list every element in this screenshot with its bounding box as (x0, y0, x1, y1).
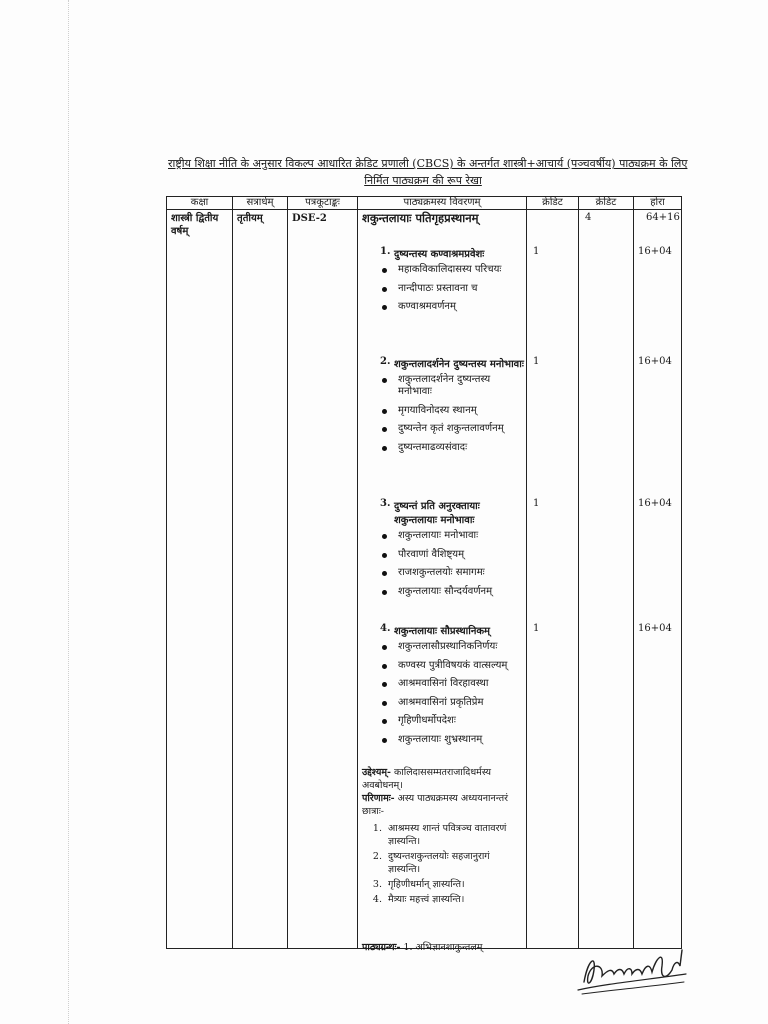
unit-3-title: दुष्यन्तं प्रति अनुरक्तायाः शकुन्तलायाः मनोभावाः (394, 501, 480, 526)
list-item: कण्वस्य पुत्रीविषयकं वात्सल्यम् (380, 660, 525, 672)
unit-1 (380, 246, 525, 320)
list-item: शकुन्तलादर्शनेन दुष्यन्तस्य मनोभावाः (380, 374, 525, 398)
unit-2 (380, 356, 525, 460)
list-item: शकुन्तलायाः सौन्दर्यवर्णनम् (380, 586, 525, 598)
header-credit-b: क्रेडिट (579, 197, 634, 210)
header-paper-code: पत्रकूटाङ्कः (288, 197, 358, 210)
header-hours: होरा (634, 197, 682, 210)
unit-3-number: 3. (380, 498, 391, 509)
list-item: गृहिणीधर्मोपदेशः (380, 715, 525, 727)
list-item: 2. दुष्यन्तशकुन्तलयोः सहजानुरागं ज्ञास्यन्ति। (372, 851, 490, 875)
list-item: दुष्यन्तेन कृतं शकुन्तलावर्णनम् (380, 423, 525, 435)
unit-3-credit: 1 (533, 498, 540, 509)
list-item: 1. आश्रमस्य शान्तं पवित्रञ्च वातावरणं ज्ञास्यन्ति। (372, 823, 507, 847)
list-item: नान्दीपाठः प्रस्तावना च (380, 283, 525, 295)
textbook-text: 1. अभिज्ञानशाकुन्तलम् (403, 942, 483, 953)
paper-code-value: DSE-2 (292, 213, 327, 224)
scan-edge-line (68, 0, 69, 1024)
list-item: आश्रमवासिनां प्रकृतिप्रेम (380, 697, 525, 709)
table-row (167, 210, 682, 949)
list-item: आश्रमवासिनां विरहावस्था (380, 678, 525, 690)
cell-unit-credits (527, 210, 579, 949)
outcome (362, 792, 522, 818)
objective-outcome-block (362, 766, 522, 908)
signature-image (574, 940, 694, 1000)
syllabus-table (166, 196, 682, 953)
outcome-list (362, 822, 522, 906)
cell-hours (634, 210, 682, 949)
unit-4-number: 4. (380, 623, 391, 634)
unit-2-title: शकुन्तलादर्शनेन दुष्यन्तस्य मनोभावाः (394, 359, 524, 370)
list-item: शकुन्तलासौप्रस्थानिकनिर्णयः (380, 641, 525, 653)
course-title: शकुन्तलायाः पतिगृहप्रस्थानम् (362, 211, 479, 225)
objective-label: उद्देश्यम्- (362, 767, 391, 778)
header-class: कक्षा (167, 197, 233, 210)
outcome-text: अस्य पाठ्यक्रमस्य अध्ययनानन्तरं छात्राः- (362, 793, 509, 817)
list-item: राजशकुन्तलयोः समागमः (380, 567, 525, 579)
semester-value: तृतीयम् (237, 213, 263, 224)
unit-1-credit: 1 (533, 246, 540, 257)
cell-class (167, 210, 233, 949)
total-credit: 4 (585, 212, 592, 223)
unit-2-hours: 16+04 (638, 356, 672, 367)
list-item: कण्वाश्रमवर्णनम् (380, 301, 525, 313)
class-value: शास्त्री द्वितीय वर्षम् (171, 213, 219, 237)
total-hours: 64+16 (646, 212, 680, 223)
table-header-row (167, 197, 682, 210)
textbook-label: पाठ्यग्रन्थः- (362, 942, 401, 953)
list-item: शकुन्तलायाः शुभ्रस्थानम् (380, 734, 525, 746)
header-description: पाठ्यक्रमस्य विवरणम् (358, 197, 527, 210)
objective-text: कालिदाससम्मतराजादिधर्मस्य अवबोधनम्। (362, 767, 492, 791)
unit-2-number: 2. (380, 356, 391, 367)
list-item: महाकविकालिदासस्य परिचयः (380, 264, 525, 276)
unit-2-credit: 1 (533, 356, 540, 367)
list-item: 3. गृहिणीधर्मान् ज्ञास्यन्ति। (372, 879, 465, 890)
unit-3 (380, 498, 525, 604)
document-heading (168, 156, 688, 189)
header-credit-a: क्रेडिट (527, 197, 579, 210)
cell-semester (233, 210, 288, 949)
cell-description (358, 210, 527, 953)
textbook (362, 940, 482, 953)
list-item: 4. मैत्र्याः महत्त्वं ज्ञास्यन्ति। (372, 894, 465, 905)
list-item: पौरवाणां वैशिष्ट्यम् (380, 549, 525, 561)
header-semester: सत्रार्धम् (233, 197, 288, 210)
list-item: दुष्यन्तमाढव्यसंवादः (380, 442, 525, 454)
unit-4-credit: 1 (533, 623, 540, 634)
course-content (362, 212, 522, 225)
unit-4-hours: 16+04 (638, 623, 672, 634)
list-item: शकुन्तलायाः मनोभावाः (380, 530, 525, 542)
list-item: मृगयाविनोदस्य स्थानम् (380, 405, 525, 417)
outcome-label: परिणामः- (362, 793, 395, 804)
unit-3-hours: 16+04 (638, 498, 672, 509)
unit-1-hours: 16+04 (638, 246, 672, 257)
heading-line-2: निर्मित पाठ्यक्रम की रूप रेखा (364, 174, 482, 187)
unit-1-title: दुष्यन्तस्य कण्वाश्रमप्रवेशः (394, 249, 485, 260)
unit-4 (380, 623, 525, 752)
cell-total-credit (579, 210, 634, 949)
unit-1-number: 1. (380, 246, 391, 257)
unit-4-title: शकुन्तलायाः सौप्रस्थानिकम् (394, 626, 491, 637)
heading-line-1: राष्ट्रीय शिक्षा नीति के अनुसार विकल्प आधारित क्रेडिट प्रणाली (CBCS) के अन्तर्गत शास्त्री+आचार्य (पञ्चवर्षीय) पाठ्यक्रम के लिए (168, 157, 688, 170)
cell-paper-code (288, 210, 358, 949)
objective (362, 766, 522, 792)
